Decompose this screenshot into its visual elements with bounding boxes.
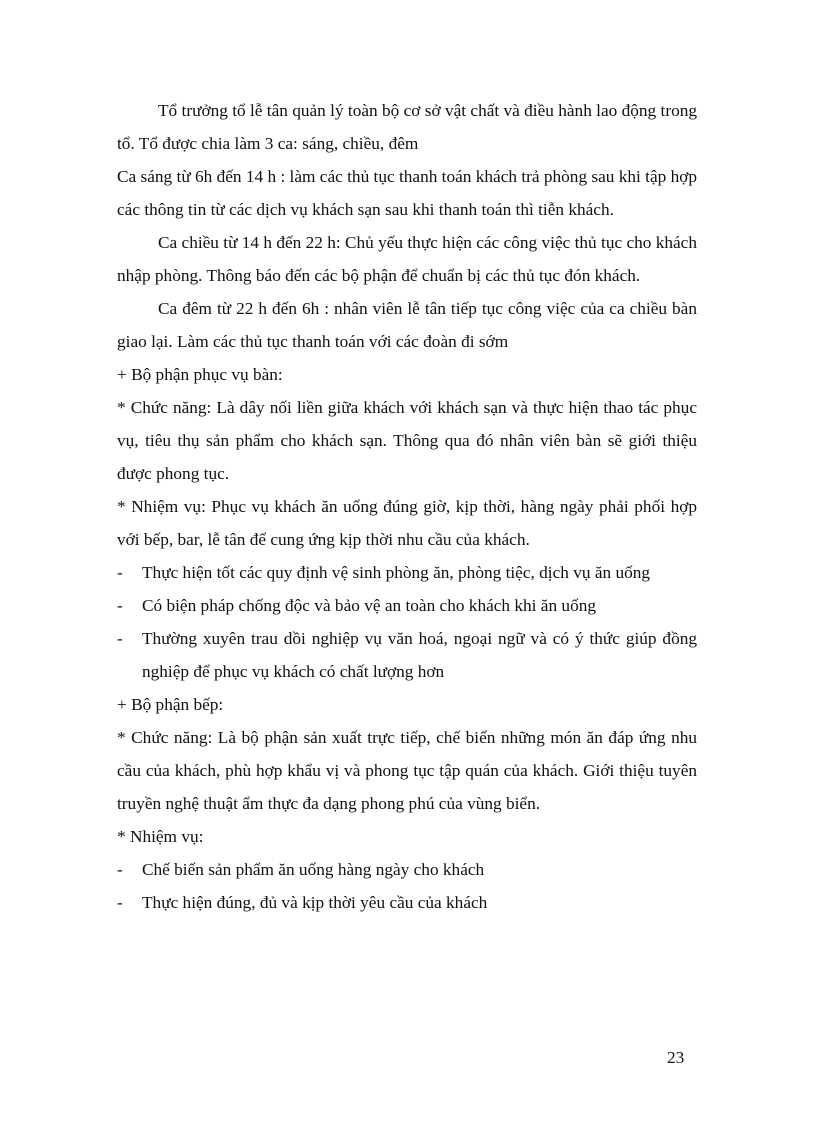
list-dash: - — [117, 629, 123, 648]
list-item — [117, 853, 697, 886]
list-dash: - — [117, 893, 123, 912]
list-item — [117, 622, 697, 688]
section-heading-table-service: + Bộ phận phục vụ bàn: — [117, 365, 283, 384]
page-number: 23 — [667, 1048, 685, 1067]
list-dash: - — [117, 596, 123, 615]
section-heading-kitchen: + Bộ phận bếp: — [117, 695, 224, 714]
paragraph-kitchen-function: * Chức năng: Là bộ phận sản xuất trực tiếp, chế biến những món ăn đáp ứng nhu cầu của khách, phù hợp khẩu vị và phong tục tập quán của khách. Giới thiệu tuyên truyền nghệ thuật ẩm thực đa dạng phong phú của vùng biển. — [117, 728, 697, 813]
paragraph-reception-head: Tổ trưởng tổ lễ tân quản lý toàn bộ cơ sở vật chất và điều hành lao động trong tổ. Tổ được chia làm 3 ca: sáng, chiều, đêm — [117, 101, 697, 153]
list-item-text: Thực hiện đúng, đủ và kịp thời yêu cầu của khách — [142, 893, 488, 912]
paragraph-morning-shift: Ca sáng từ 6h đến 14 h : làm các thủ tục thanh toán khách trả phòng sau khi tập hợp các thông tin từ các dịch vụ khách sạn sau khi thanh toán thì tiễn khách. — [117, 167, 698, 219]
list-item-text: Thường xuyên trau dồi nghiệp vụ văn hoá, ngoại ngữ và có ý thức giúp đồng nghiệp để phục vụ khách có chất lượng hơn — [142, 629, 697, 681]
document-body — [117, 94, 697, 919]
list-item — [117, 556, 697, 589]
list-item — [117, 886, 697, 919]
paragraph-service-function: * Chức năng: Là dây nối liền giữa khách với khách sạn và thực hiện thao tác phục vụ, tiêu thụ sản phẩm cho khách sạn. Thông qua đó nhân viên bàn sẽ giới thiệu được phong tục. — [117, 398, 697, 483]
list-item — [117, 589, 697, 622]
paragraph-night-shift: Ca đêm từ 22 h đến 6h : nhân viên lễ tân tiếp tục công việc của ca chiều bàn giao lại. Làm các thủ tục thanh toán với các đoàn đi sớm — [117, 299, 697, 351]
list-item-text: Thực hiện tốt các quy định vệ sinh phòng ăn, phòng tiệc, dịch vụ ăn uống — [142, 563, 651, 582]
paragraph-kitchen-duty: * Nhiệm vụ: — [117, 827, 204, 846]
list-dash: - — [117, 860, 123, 879]
paragraph-afternoon-shift: Ca chiều từ 14 h đến 22 h: Chủ yếu thực hiện các công việc thủ tục cho khách nhập phòng. Thông báo đến các bộ phận để chuẩn bị các thủ tục đón khách. — [117, 233, 697, 285]
list-kitchen-duties — [117, 853, 697, 919]
list-service-duties — [117, 556, 697, 688]
paragraph-service-duty: * Nhiệm vụ: Phục vụ khách ăn uống đúng giờ, kịp thời, hàng ngày phải phối hợp với bếp, bar, lễ tân để cung ứng kịp thời nhu cầu của khách. — [117, 497, 697, 549]
list-item-text: Chế biến sản phẩm ăn uống hàng ngày cho khách — [142, 860, 485, 879]
list-item-text: Có biện pháp chống độc và bảo vệ an toàn cho khách khi ăn uống — [142, 596, 596, 615]
list-dash: - — [117, 563, 123, 582]
